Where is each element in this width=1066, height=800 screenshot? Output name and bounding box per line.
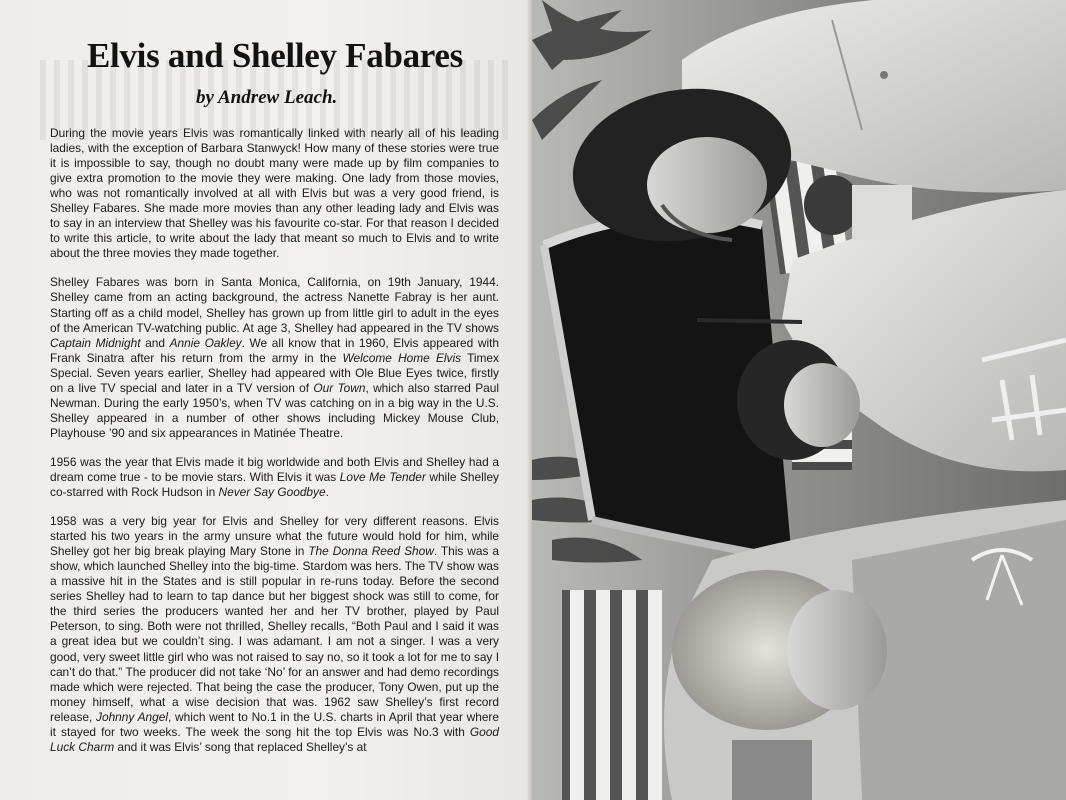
text-run: Timex Special. Seven years earlier, Shelley had appeared with Ole Blue Eyes twice, firstly on a live TV special and later in a TV version of xyxy=(50,350,499,395)
text-run: , which also starred Paul Newman. During the early 1950’s, when TV was catching on in a big way in the U.S. Shelley appeared in a number of other shows including Mickey Mouse Club, Playhouse ’90 and six appearances in Matinée Theatre. xyxy=(50,380,499,440)
title-reference: Annie Oakley xyxy=(169,335,242,350)
film-still-photo xyxy=(532,0,1066,800)
title-reference: Never Say Goodbye xyxy=(218,485,326,500)
article-title: Elvis and Shelley Fabares xyxy=(87,36,463,75)
text-run: . We all know that in 1960, Elvis appeared with Frank Sinatra after his return from the army in the xyxy=(50,335,500,365)
title-reference: Love Me Tender xyxy=(339,469,426,484)
left-page xyxy=(0,0,532,800)
article-paragraph xyxy=(50,126,499,261)
text-run: During the movie years Elvis was romantically linked with nearly all of his leading ladies, with the exception of Barbara Stanwyck! How many of these stories were true it is impossible to say, though no doubt many were made up by film companies to give extra promotion to the movie they were making. One lady from those movies, who was not romantically involved at all with Elvis but was a very good friend, is Shelley Fabares. She made more movies than any other leading lady and Elvis was to say in an interview that Shelley was his favourite co-star. For that reason I decided to write this article, to write about the lady that meant so much to Elvis and to write about the three movies they made together. xyxy=(50,126,499,261)
text-run: and it was Elvis’ song that replaced Shelley’s at xyxy=(114,739,367,754)
text-run: and xyxy=(140,335,170,350)
title-reference: The Donna Reed Show xyxy=(308,544,434,559)
text-run: . This was a show, which launched Shelley into the big-time. Stardom was hers. The TV show was a massive hit in the States and is still popular in re-runs today. Before the second series Shelley had to learn to tap dance but her biggest shock was still to come, for the third series the producers wanted her and her TV brother, played by Paul Peterson, to sing. Both were not thrilled, Shelley recalls, “Both Paul and I said it was a great idea but we couldn’t sing. I was adamant. I am not a singer. I was a very good, very sweet little girl who was not raised to say no, so it took a lot for me to say I can’t do that.” The producer did not take ‘No’ for an answer and had demo recordings made which were rejected. That being the case the producer, Tony Owen, put up the money himself, what a wise decision that was. 1962 saw Shelley’s first record release, xyxy=(50,544,499,724)
article-paragraph xyxy=(50,514,499,755)
text-run: . xyxy=(325,485,329,500)
title-reference: Good Luck Charm xyxy=(50,724,499,754)
text-run: , which went to No.1 in the U.S. charts in April that year where it stayed for two weeks. The week the song hit the top Elvis was No.3 with xyxy=(50,709,500,739)
title-reference: Captain Midnight xyxy=(50,335,141,350)
article-body xyxy=(50,126,499,769)
article-byline: by Andrew Leach. xyxy=(196,87,338,108)
article-paragraph xyxy=(50,275,499,441)
photo-illustration xyxy=(532,0,1066,800)
text-run: 1956 was the year that Elvis made it big worldwide and both Elvis and Shelley had a dream come true - to be movie stars. With Elvis it was xyxy=(50,454,499,484)
title-reference: Welcome Home Elvis xyxy=(342,350,462,365)
text-run: while Shelley co-starred with Rock Hudson in xyxy=(50,469,500,500)
text-run: Shelley Fabares was born in Santa Monica, California, on 19th January, 1944. Shelley came from an acting background, the actress Nanette Fabray is her aunt. Starting off as a child model, Shelley has grown up from little girl to adult in the eyes of the American TV-watching public. At age 3, Shelley had appeared in the TV shows xyxy=(50,275,499,335)
article-paragraph xyxy=(50,455,499,500)
title-reference: Our Town xyxy=(313,380,366,395)
title-reference: Johnny Angel xyxy=(96,709,169,724)
text-run: 1958 was a very big year for Elvis and Shelley for very different reasons. Elvis started his two years in the army unsure what the future would hold for him, while Shelley got her big break playing Mary Stone in xyxy=(50,514,499,559)
